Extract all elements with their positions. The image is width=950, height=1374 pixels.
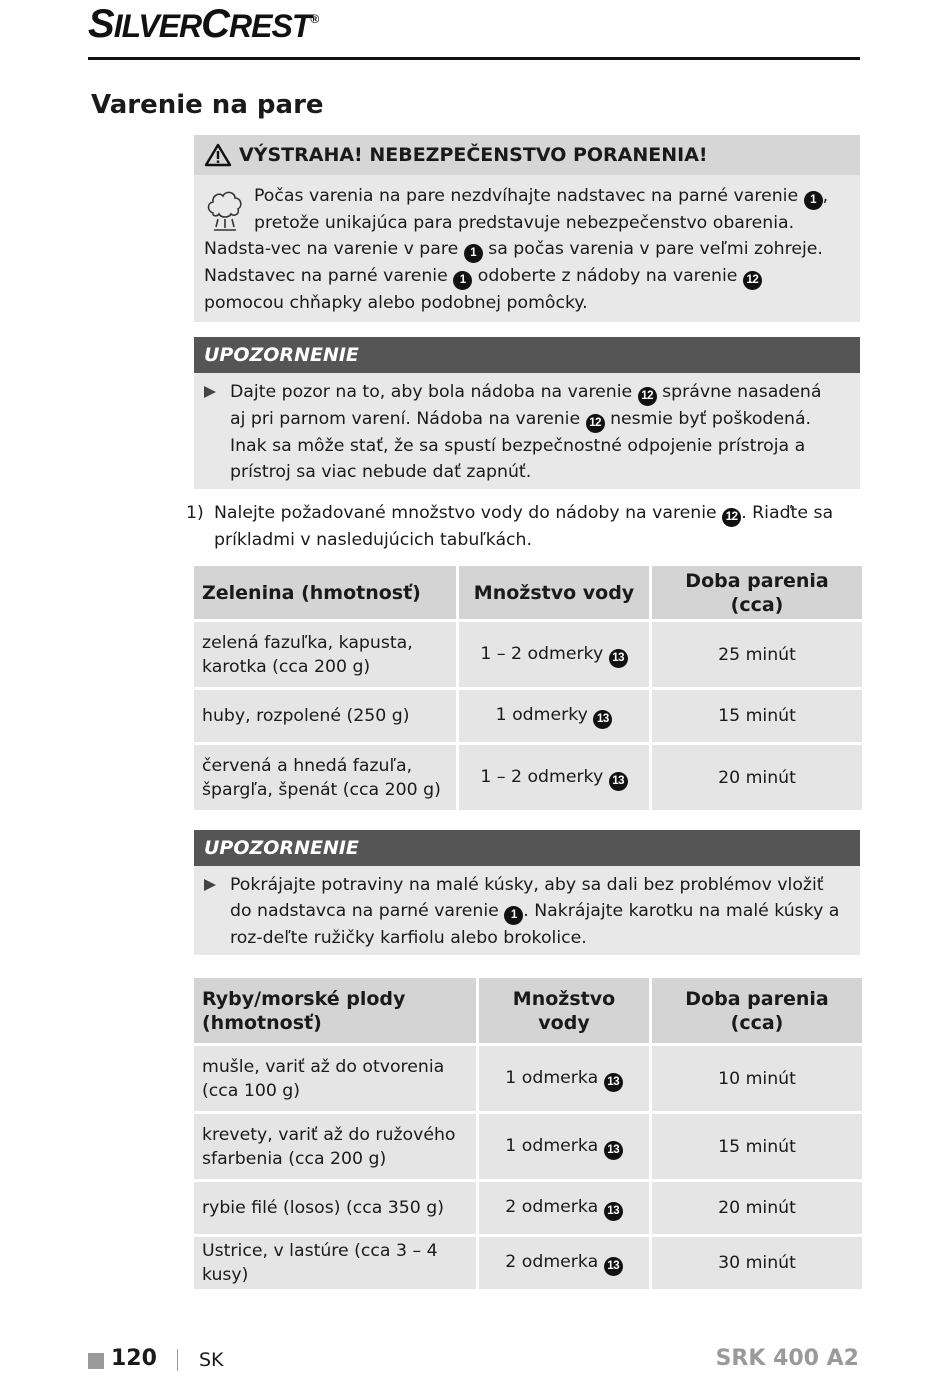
note-header: UPOZORNENIE — [194, 830, 860, 866]
table-header-row — [194, 977, 864, 1045]
water-cell: 1 odmerka 13 — [478, 1113, 651, 1181]
table-row — [194, 621, 864, 689]
time-cell: 20 minút — [651, 1181, 864, 1236]
note-header: UPOZORNENIE — [194, 337, 860, 373]
water-cell: 1 – 2 odmerky 13 — [458, 744, 651, 812]
column-header: Ryby/morské plody (hmotnosť) — [194, 977, 478, 1045]
ref-badge: 13 — [593, 710, 612, 729]
note-text: Pokrájajte potraviny na malé kúsky, aby sa dali bez problémov vložiť do nadstavca na parné varenie 1 . Nakrájajte karotku na malé kúsky a roz-deľte ružičky karfiolu alebo brokolice. — [194, 866, 860, 955]
table-row — [194, 1113, 864, 1181]
item-cell: mušle, variť až do otvorenia (cca 100 g) — [194, 1045, 478, 1113]
footer-square-icon — [88, 1353, 104, 1369]
ref-badge: 13 — [604, 1257, 623, 1276]
table-row — [194, 1236, 864, 1291]
warning-triangle-icon — [204, 143, 232, 167]
ref-badge: 12 — [722, 508, 741, 527]
time-cell: 20 minút — [651, 744, 864, 812]
warning-panel — [194, 135, 860, 322]
column-header: Množstvo vody — [478, 977, 651, 1045]
item-cell: rybie filé (losos) (cca 350 g) — [194, 1181, 478, 1236]
table-row — [194, 1045, 864, 1113]
column-header: Zelenina (hmotnosť) — [194, 565, 458, 621]
time-cell: 25 minút — [651, 621, 864, 689]
language-code: SK — [199, 1349, 224, 1371]
water-cell: 2 odmerka 13 — [478, 1181, 651, 1236]
ref-badge: 1 — [504, 906, 523, 925]
model-number: SRK 400 A2 — [715, 1346, 859, 1371]
table-row — [194, 744, 864, 812]
time-cell: 10 minút — [651, 1045, 864, 1113]
water-cell: 1 odmerky 13 — [458, 689, 651, 744]
instruction-step: 1) Nalejte požadované množstvo vody do nádoby na varenie 12 . Riaďte sa príkladmi v nasledujúcich tabuľkách. — [186, 500, 858, 553]
water-cell: 2 odmerka 13 — [478, 1236, 651, 1291]
item-cell: zelená fazuľka, kapusta, karotka (cca 200 g) — [194, 621, 458, 689]
column-header: Množstvo vody — [458, 565, 651, 621]
table-row — [194, 689, 864, 744]
note-text: Dajte pozor na to, aby bola nádoba na varenie 12 správne nasadená aj pri parnom varení. Nádoba na varenie 12 nesmie byť poškodená. Inak sa môže stať, že sa spustí bezpečnostné odpojenie prístroja a prístroj sa viac nebude dať zapnúť. — [194, 373, 860, 489]
ref-badge: 12 — [743, 271, 762, 290]
bullet-arrow-icon — [204, 386, 216, 398]
ref-badge: 1 — [453, 271, 472, 290]
note-panel-1 — [194, 337, 860, 489]
footer-divider — [177, 1349, 178, 1371]
table-header-row — [194, 565, 864, 621]
brand-logo: SILVERCREST® — [88, 2, 319, 46]
ref-badge: 13 — [609, 649, 628, 668]
warning-text: Počas varenia na pare nezdvíhajte nadstavec na parné varenie 1 , pretože unikajúca para predstavuje nebezpečenstvo obarenia. Nadsta-vec na varenie v pare 1 sa počas varenia v pare veľmi zohreje. Nadstavec na parné varenie 1 odoberte z nádoby na varenie 12 pomocou chňapky alebo podobnej pomôcky. — [194, 175, 860, 322]
step-index: 1) — [186, 503, 204, 523]
column-header: Doba parenia (cca) — [651, 565, 864, 621]
bullet-arrow-icon — [204, 879, 216, 891]
item-cell: krevety, variť až do ružového sfarbenia (cca 200 g) — [194, 1113, 478, 1181]
seafood-table — [194, 975, 865, 1292]
item-cell: červená a hnedá fazuľa, špargľa, špenát (cca 200 g) — [194, 744, 458, 812]
hot-steam-icon — [204, 181, 246, 233]
note-panel-2 — [194, 830, 860, 955]
water-cell: 1 odmerka 13 — [478, 1045, 651, 1113]
vegetable-table — [194, 563, 865, 813]
item-cell: Ustrice, v lastúre (cca 3 – 4 kusy) — [194, 1236, 478, 1291]
page-title: Varenie na pare — [91, 90, 324, 120]
table-row — [194, 1181, 864, 1236]
ref-badge: 13 — [604, 1202, 623, 1221]
time-cell: 15 minút — [651, 689, 864, 744]
ref-badge: 13 — [604, 1073, 623, 1092]
warning-title: VÝSTRAHA! NEBEZPEČENSTVO PORANENIA! — [239, 144, 708, 166]
item-cell: huby, rozpolené (250 g) — [194, 689, 458, 744]
ref-badge: 12 — [638, 387, 657, 406]
water-cell: 1 – 2 odmerky 13 — [458, 621, 651, 689]
time-cell: 30 minút — [651, 1236, 864, 1291]
ref-badge: 1 — [804, 191, 823, 210]
time-cell: 15 minút — [651, 1113, 864, 1181]
warning-header — [194, 135, 860, 175]
ref-badge: 12 — [586, 414, 605, 433]
ref-badge: 13 — [609, 772, 628, 791]
ref-badge: 13 — [604, 1141, 623, 1160]
column-header: Doba parenia (cca) — [651, 977, 864, 1045]
page-number: 120 — [111, 1346, 157, 1371]
header-rule — [88, 57, 860, 60]
ref-badge: 1 — [464, 244, 483, 263]
